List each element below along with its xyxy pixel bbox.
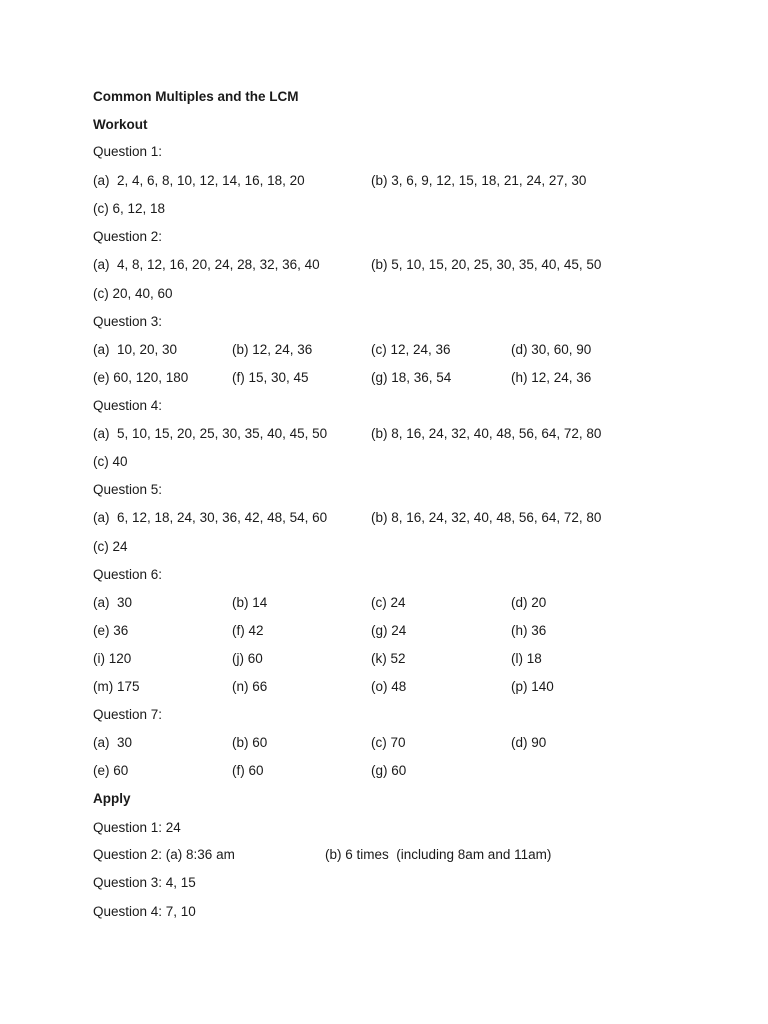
- answer-item: (a) 30: [93, 595, 133, 610]
- answer-item: (d) 30, 60, 90: [511, 342, 592, 357]
- answer-item: (a) 10, 20, 30: [93, 342, 178, 357]
- answer-item: (g) 18, 36, 54: [371, 370, 452, 385]
- answer-row: [93, 847, 693, 863]
- answer-item: (m) 175: [93, 679, 140, 694]
- answer-item: (f) 60: [232, 763, 264, 778]
- answer-item: (d) 90: [511, 735, 547, 750]
- answer-item: (a) 5, 10, 15, 20, 25, 30, 35, 40, 45, 50: [93, 426, 328, 441]
- answer-item: (f) 42: [232, 623, 264, 638]
- answer-item: (a) 30: [93, 735, 133, 750]
- answer-row: [93, 595, 693, 611]
- answer-item: (n) 66: [232, 679, 268, 694]
- answer-item: (i) 120: [93, 651, 132, 666]
- answer-item: (j) 60: [232, 651, 263, 666]
- answer-row: [93, 510, 693, 526]
- answer-row: [93, 370, 693, 386]
- answer-item: (c) 70: [371, 735, 406, 750]
- answer-row: [93, 257, 693, 273]
- answer-row: [93, 763, 693, 779]
- answer-item: (a) 2, 4, 6, 8, 10, 12, 14, 16, 18, 20: [93, 173, 305, 188]
- answer-item: (c) 40: [93, 454, 128, 469]
- answer-row: [93, 426, 693, 442]
- question-label: Question 3:: [93, 314, 163, 329]
- answer-item: (p) 140: [511, 679, 554, 694]
- answer-item: (h) 36: [511, 623, 547, 638]
- answer-item: (c) 12, 24, 36: [371, 342, 451, 357]
- answer-row: [93, 651, 693, 667]
- answer-item: (b) 6 times (including 8am and 11am): [325, 847, 552, 862]
- answer-item: (c) 6, 12, 18: [93, 201, 166, 216]
- answer-item: (c) 24: [371, 595, 406, 610]
- question-label: Question 2:: [93, 229, 163, 244]
- answer-item: (g) 24: [371, 623, 407, 638]
- answer-item: (c) 20, 40, 60: [93, 286, 173, 301]
- answer-item: (k) 52: [371, 651, 406, 666]
- answer-item: (e) 60, 120, 180: [93, 370, 189, 385]
- question-label: Question 6:: [93, 567, 163, 582]
- answer-row: [93, 173, 693, 189]
- answer-item: (g) 60: [371, 763, 407, 778]
- apply-question: Question 1: 24: [93, 820, 181, 835]
- question-label: Question 5:: [93, 482, 163, 497]
- answer-item: (b) 14: [232, 595, 268, 610]
- answer-item: (c) 24: [93, 539, 128, 554]
- apply-question: Question 3: 4, 15: [93, 875, 196, 890]
- answer-item: (d) 20: [511, 595, 547, 610]
- answer-item: (b) 8, 16, 24, 32, 40, 48, 56, 64, 72, 80: [371, 426, 602, 441]
- page-title: Common Multiples and the LCM: [93, 89, 299, 104]
- answer-item: (e) 60: [93, 763, 129, 778]
- answer-item: (l) 18: [511, 651, 542, 666]
- answer-item: (f) 15, 30, 45: [232, 370, 309, 385]
- workout-heading: Workout: [93, 117, 148, 132]
- answer-row: [93, 735, 693, 751]
- apply-question: Question 2: (a) 8:36 am: [93, 847, 235, 862]
- answer-item: (a) 6, 12, 18, 24, 30, 36, 42, 48, 54, 60: [93, 510, 328, 525]
- answer-item: (o) 48: [371, 679, 407, 694]
- answer-item: (b) 12, 24, 36: [232, 342, 313, 357]
- answer-item: (b) 5, 10, 15, 20, 25, 30, 35, 40, 45, 50: [371, 257, 602, 272]
- apply-question: Question 4: 7, 10: [93, 904, 196, 919]
- question-label: Question 1:: [93, 144, 163, 159]
- question-label: Question 4:: [93, 398, 163, 413]
- answer-item: (e) 36: [93, 623, 129, 638]
- answer-item: (b) 3, 6, 9, 12, 15, 18, 21, 24, 27, 30: [371, 173, 587, 188]
- answer-item: (a) 4, 8, 12, 16, 20, 24, 28, 32, 36, 40: [93, 257, 320, 272]
- answer-row: [93, 679, 693, 695]
- answer-item: (b) 60: [232, 735, 268, 750]
- answer-item: (h) 12, 24, 36: [511, 370, 592, 385]
- answer-row: [93, 623, 693, 639]
- answer-item: (b) 8, 16, 24, 32, 40, 48, 56, 64, 72, 80: [371, 510, 602, 525]
- apply-heading: Apply: [93, 791, 131, 806]
- answer-row: [93, 342, 693, 358]
- question-label: Question 7:: [93, 707, 163, 722]
